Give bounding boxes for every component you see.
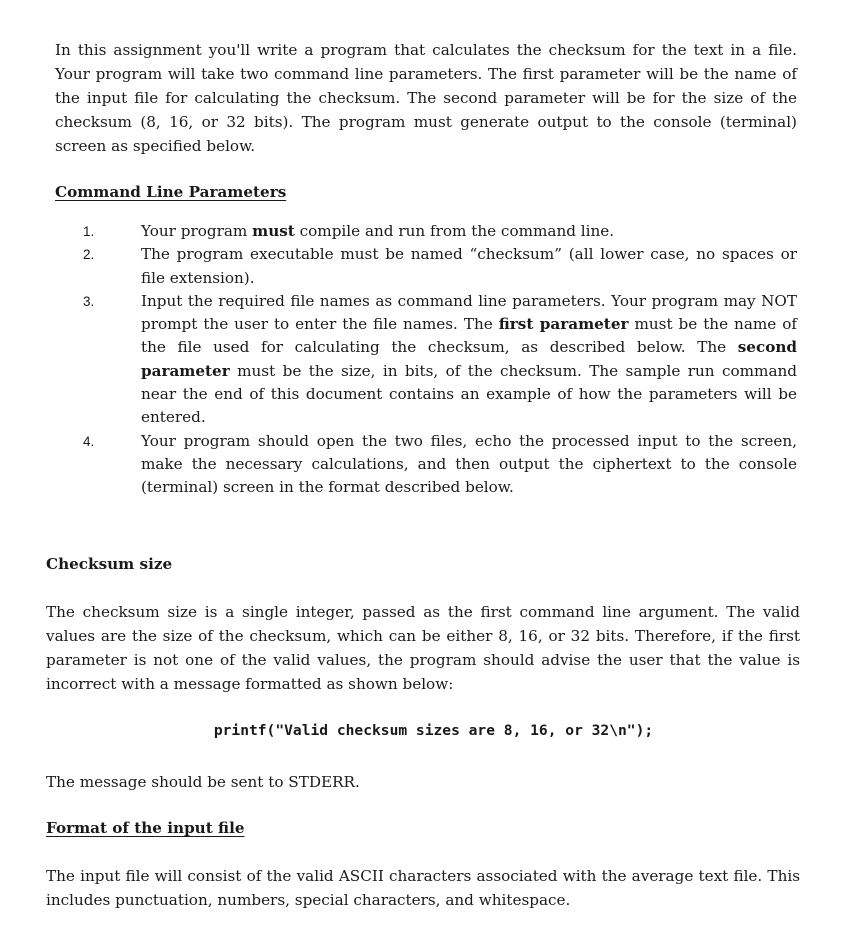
list-text-part: Input the required file names as command line parameters. Your program may NOT prompt the user to enter the file names. The [141,291,797,334]
input-format-heading: Format of the input file [46,819,245,837]
list-number: 2. [83,247,95,263]
input-format-paragraph: The input file will consist of the valid ASCII characters associated with the average text file. This includes punctuation, numbers, special characters, and whitespace. [46,867,800,909]
printf-code-line: printf("Valid checksum sizes are 8, 16, or 32\n"); [213,722,654,739]
list-text: The program executable must be named “checksum” (all lower case, no spaces or file extension). [141,245,797,287]
list-number: 1. [83,224,95,239]
list-text-bold: first parameter [498,315,629,334]
checksum-size-paragraph: The checksum size is a single integer, passed as the first command line argument. The valid values are the size of the checksum, which can be either 8, 16, or 32 bits. Therefore, if the first parameter is not one of the valid values, the program should advise the user that the value is incorrect with a message formatted as shown below: [46,603,800,693]
list-text: Your program should open the two files, echo the processed input to the screen, make the necessary calculations, and then output the ciphertext to the console (terminal) screen in the format described below. [141,431,797,497]
list-text-part: compile and run from the command line. [294,222,615,240]
checksum-size-heading: Checksum size [46,555,173,573]
list-text-bold: must [252,222,295,240]
command-line-list [83,220,797,500]
list-text-part: must be the size, in bits, of the checksum. The sample run command near the end of this document contains an example of how the parameters will be entered. [141,361,797,427]
list-number: 3. [83,293,95,309]
list-text [141,290,797,430]
stderr-note: The message should be sent to STDERR. [46,773,360,791]
list-number: 4. [83,433,95,449]
list-text-bold: second parameter [141,338,797,380]
intro-paragraph: In this assignment you'll write a program that calculates the checksum for the text in a file. Your program will take two command line parameters. The first parameter will be the name of the input file for calculating the checksum. The second parameter will be for the size of the checksum (8, 16, or 32 bits). The program must generate output to the console (terminal) screen as specified below. [55,41,797,155]
list-text-part: must be the name of the file used for calculating the checksum, as described below. The [141,315,797,357]
list-item [83,220,797,243]
list-text-part: Your program [141,222,253,240]
list-text [141,220,797,243]
list-item [83,290,797,430]
list-item [83,243,797,290]
list-item [83,430,797,500]
command-line-heading: Command Line Parameters [55,183,287,201]
